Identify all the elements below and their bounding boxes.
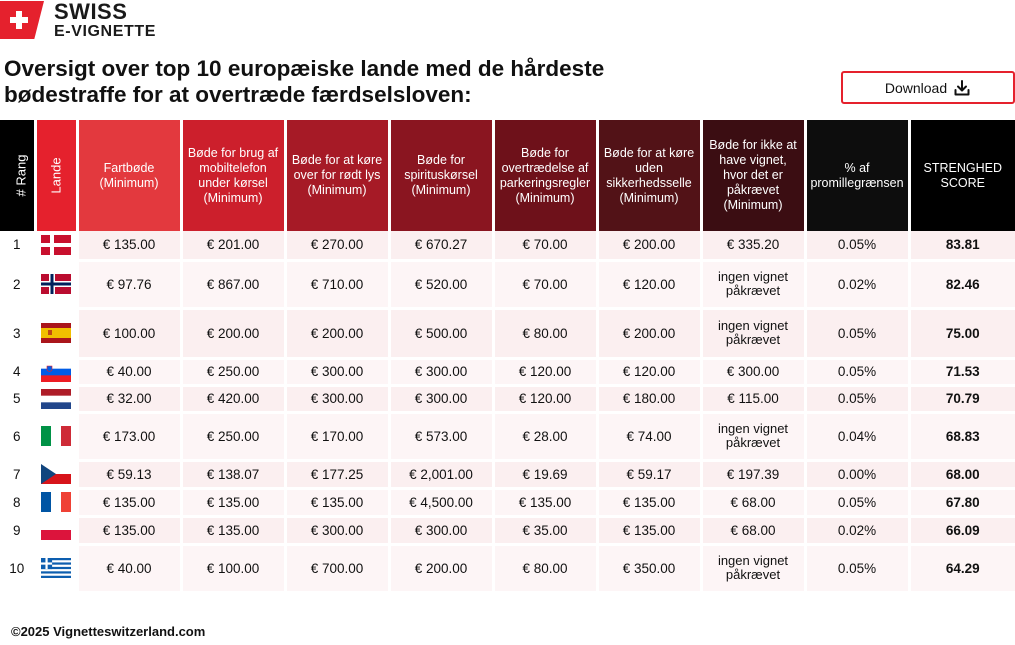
netherlands-flag-icon (41, 390, 71, 405)
value-text: € 300.00 (414, 522, 468, 538)
value-cell (597, 516, 701, 544)
value-text: € 520.00 (414, 276, 468, 292)
value-cell (181, 231, 285, 260)
column-header (493, 120, 597, 231)
footer-copyright: ©2025 Vignetteswitzerland.com (11, 624, 206, 639)
value-text: € 80.00 (522, 325, 568, 341)
swiss-cross-icon (0, 1, 44, 39)
value-text: € 120.00 (518, 391, 572, 406)
table-row (0, 460, 1015, 488)
value-cell (389, 460, 493, 488)
value-text: € 138.07 (206, 466, 260, 482)
value-text: € 300.00 (726, 364, 780, 379)
value-text: 0.04% (837, 428, 877, 444)
value-text: € 115.00 (727, 391, 779, 406)
value-text: € 300.00 (414, 391, 468, 406)
brand-logo[interactable] (0, 0, 156, 40)
value-text: € 59.13 (106, 466, 152, 482)
column-header-label: STRENGHED SCORE (923, 160, 1002, 190)
value-cell (181, 385, 285, 412)
value-text: € 80.00 (522, 560, 568, 576)
value-cell (701, 412, 805, 460)
country-flag-cell (35, 516, 77, 544)
column-header (805, 120, 909, 231)
value-cell (77, 516, 181, 544)
value-text: ingen vignet påkrævet (717, 269, 789, 298)
value-text: € 2,001.00 (409, 466, 473, 482)
table-row (0, 260, 1015, 308)
value-cell (597, 260, 701, 308)
value-cell (493, 231, 597, 260)
value-cell (389, 516, 493, 544)
value-cell (597, 308, 701, 358)
value-cell (285, 231, 389, 260)
value-cell (77, 308, 181, 358)
value-text: € 300.00 (414, 364, 468, 379)
value-cell (805, 412, 909, 460)
value-text: € 135.00 (206, 522, 260, 538)
value-cell (805, 308, 909, 358)
column-header (285, 120, 389, 231)
value-text: € 19.69 (522, 466, 568, 482)
value-text: € 135.00 (102, 522, 156, 538)
value-cell (77, 260, 181, 308)
value-text: € 70.00 (522, 276, 568, 292)
value-text: € 700.00 (310, 560, 364, 576)
value-text: € 710.00 (310, 276, 364, 292)
value-text: € 350.00 (622, 560, 676, 576)
value-text: € 135.00 (102, 237, 156, 253)
value-text: € 170.00 (310, 428, 364, 444)
value-text: € 250.00 (206, 428, 260, 444)
column-header-label: Bøde for ikke at have vignet, hvor det er påkrævet (Minimum) (709, 138, 797, 212)
value-cell (77, 488, 181, 516)
value-cell (493, 516, 597, 544)
country-flag-cell (35, 412, 77, 460)
rank-cell: 3 (0, 308, 35, 358)
value-text: € 250.00 (206, 364, 260, 379)
value-text: € 28.00 (522, 428, 568, 444)
value-cell (389, 308, 493, 358)
value-text: 0.02% (837, 276, 877, 292)
value-text: € 68.00 (730, 494, 776, 510)
value-cell (389, 358, 493, 385)
value-cell (493, 544, 597, 592)
value-cell (77, 358, 181, 385)
column-header (77, 120, 181, 231)
value-cell (805, 385, 909, 412)
value-cell (597, 412, 701, 460)
value-text: ingen vignet påkrævet (717, 318, 789, 347)
value-cell (597, 385, 701, 412)
value-cell (701, 231, 805, 260)
czechia-flag-icon (41, 466, 71, 481)
column-header-label: Bøde for overtrædelse af parkeringsregler (Minimum) (499, 145, 591, 205)
country-flag-cell (35, 358, 77, 385)
value-cell (493, 412, 597, 460)
poland-flag-icon (41, 522, 71, 537)
column-header-label: Bøde for brug af mobiltelefon under kørsel (Minimum) (187, 145, 279, 205)
value-cell (493, 260, 597, 308)
value-cell (597, 231, 701, 260)
value-text: 0.05% (837, 325, 877, 341)
value-cell (701, 308, 805, 358)
value-text: € 420.00 (206, 391, 260, 406)
table-body (0, 231, 1015, 592)
value-cell (805, 488, 909, 516)
value-text: € 200.00 (310, 325, 364, 341)
column-header (701, 120, 805, 231)
italy-flag-icon (41, 428, 71, 443)
value-text: € 59.17 (626, 466, 672, 482)
value-cell (389, 231, 493, 260)
country-flag-cell (35, 385, 77, 412)
value-cell (493, 358, 597, 385)
table-row (0, 488, 1015, 516)
download-label: Download (884, 79, 948, 96)
column-header (597, 120, 701, 231)
country-flag-cell (35, 260, 77, 308)
table-row (0, 385, 1015, 412)
value-text: € 40.00 (106, 364, 152, 379)
column-header-label: Bøde for at køre over for rødt lys (Minimum) (291, 153, 383, 197)
value-cell (805, 544, 909, 592)
value-text: € 100.00 (102, 325, 156, 341)
value-text: 0.05% (837, 237, 877, 253)
value-cell (285, 488, 389, 516)
value-cell (805, 260, 909, 308)
value-text: € 70.00 (522, 237, 568, 253)
value-text: € 500.00 (414, 325, 468, 341)
value-text: € 197.39 (726, 466, 780, 482)
value-text: € 100.00 (206, 560, 260, 576)
value-text: 0.05% (837, 391, 877, 406)
value-text: ingen vignet påkrævet (717, 421, 789, 450)
score-cell: 67.80 (909, 488, 1015, 516)
value-text: € 201.00 (206, 237, 260, 253)
slovenia-flag-icon (41, 363, 71, 378)
value-text: € 200.00 (414, 560, 468, 576)
value-text: € 68.00 (730, 522, 776, 538)
value-text: € 135.00 (622, 522, 676, 538)
table-row (0, 544, 1015, 592)
brand-line-2: E-VIGNETTE (54, 22, 157, 40)
value-cell (285, 385, 389, 412)
column-header (0, 120, 35, 231)
table-row (0, 516, 1015, 544)
value-cell (77, 412, 181, 460)
value-cell (181, 412, 285, 460)
value-text: € 4,500.00 (409, 494, 473, 510)
value-cell (285, 516, 389, 544)
download-icon (953, 79, 971, 97)
value-text: € 300.00 (310, 364, 364, 379)
table-row (0, 231, 1015, 260)
value-text: € 180.00 (622, 391, 676, 406)
value-text: € 270.00 (310, 237, 364, 253)
value-cell (285, 412, 389, 460)
value-cell (181, 308, 285, 358)
value-text: € 300.00 (310, 391, 364, 406)
value-cell (493, 385, 597, 412)
value-text: € 40.00 (106, 560, 152, 576)
value-cell (597, 544, 701, 592)
value-text: 0.05% (837, 364, 877, 379)
denmark-flag-icon (41, 236, 71, 251)
value-cell (389, 260, 493, 308)
score-cell: 75.00 (909, 308, 1015, 358)
value-cell (701, 385, 805, 412)
country-flag-cell (35, 544, 77, 592)
value-cell (181, 516, 285, 544)
value-text: € 135.00 (622, 494, 676, 510)
rank-cell: 6 (0, 412, 35, 460)
value-cell (701, 488, 805, 516)
column-header-label: % af promillegrænsen (810, 160, 904, 190)
value-text: € 670.27 (414, 237, 468, 253)
column-header-label: # Rang (13, 154, 29, 196)
value-cell (285, 358, 389, 385)
value-text: € 135.00 (102, 494, 156, 510)
value-cell (701, 544, 805, 592)
table-header-row (0, 120, 1015, 231)
value-text: € 200.00 (206, 325, 260, 341)
value-cell (77, 460, 181, 488)
rank-cell: 2 (0, 260, 35, 308)
download-button[interactable] (841, 71, 1015, 104)
value-text: € 97.76 (106, 276, 152, 292)
score-cell: 64.29 (909, 544, 1015, 592)
france-flag-icon (41, 494, 71, 509)
value-text: € 135.00 (518, 494, 572, 510)
brand-line-1: SWISS (54, 0, 128, 24)
value-text: € 177.25 (310, 466, 364, 482)
value-cell (701, 516, 805, 544)
column-header-label: Bøde for at køre uden sikkerhedsselle (Minimum) (603, 145, 695, 205)
column-header-label: Fartbøde (Minimum) (99, 160, 159, 190)
value-text: 0.00% (837, 466, 877, 482)
value-text: € 120.00 (622, 364, 676, 379)
value-text: 0.05% (837, 494, 877, 510)
rank-cell: 10 (0, 544, 35, 592)
value-cell (493, 488, 597, 516)
value-cell (805, 358, 909, 385)
value-text: € 135.00 (310, 494, 364, 510)
table-row (0, 308, 1015, 358)
value-text: 0.02% (837, 522, 877, 538)
page-title: Oversigt over top 10 europæiske lande med de hårdeste bødestraffe for at overtræde færdselsloven: (4, 56, 605, 107)
value-cell (389, 544, 493, 592)
country-flag-cell (35, 231, 77, 260)
value-cell (597, 488, 701, 516)
value-cell (285, 460, 389, 488)
value-cell (181, 358, 285, 385)
value-text: € 32.00 (106, 391, 152, 406)
value-cell (389, 412, 493, 460)
value-cell (285, 308, 389, 358)
norway-flag-icon (41, 276, 71, 291)
column-header-label: Bøde for spirituskørsel (Minimum) (404, 153, 478, 197)
value-cell (805, 516, 909, 544)
score-cell: 71.53 (909, 358, 1015, 385)
value-cell (493, 460, 597, 488)
spain-flag-icon (41, 325, 71, 340)
column-header-label: Lande (48, 156, 64, 194)
country-flag-cell (35, 488, 77, 516)
column-header (35, 120, 77, 231)
value-text: ingen vignet påkrævet (717, 553, 789, 582)
value-text: € 200.00 (622, 325, 676, 341)
value-text: 0.05% (837, 560, 877, 576)
score-cell: 82.46 (909, 260, 1015, 308)
score-cell: 66.09 (909, 516, 1015, 544)
column-header (389, 120, 493, 231)
value-cell (701, 358, 805, 385)
score-cell: 83.81 (909, 231, 1015, 260)
value-text: € 573.00 (414, 428, 468, 444)
value-cell (181, 460, 285, 488)
value-text: € 173.00 (102, 428, 156, 444)
value-cell (701, 260, 805, 308)
score-cell: 70.79 (909, 385, 1015, 412)
value-text: € 200.00 (622, 237, 676, 253)
rank-cell: 1 (0, 231, 35, 260)
country-flag-cell (35, 308, 77, 358)
value-cell (181, 544, 285, 592)
value-cell (285, 544, 389, 592)
rank-cell: 8 (0, 488, 35, 516)
rank-cell: 5 (0, 385, 35, 412)
value-text: € 867.00 (206, 276, 260, 292)
score-cell: 68.83 (909, 412, 1015, 460)
value-cell (597, 358, 701, 385)
value-text: € 35.00 (522, 522, 568, 538)
value-cell (181, 260, 285, 308)
value-cell (77, 385, 181, 412)
value-cell (389, 385, 493, 412)
value-text: € 300.00 (310, 522, 364, 538)
value-cell (285, 260, 389, 308)
table-row (0, 358, 1015, 385)
greece-flag-icon (41, 560, 71, 575)
value-cell (597, 460, 701, 488)
country-flag-cell (35, 460, 77, 488)
rank-cell: 7 (0, 460, 35, 488)
value-text: € 135.00 (206, 494, 260, 510)
value-cell (77, 544, 181, 592)
score-cell: 68.00 (909, 460, 1015, 488)
value-cell (701, 460, 805, 488)
value-text: € 74.00 (626, 428, 672, 444)
column-header (909, 120, 1015, 231)
table-row (0, 412, 1015, 460)
rank-cell: 4 (0, 358, 35, 385)
rank-cell: 9 (0, 516, 35, 544)
value-cell (493, 308, 597, 358)
value-text: € 120.00 (518, 364, 572, 379)
value-cell (181, 488, 285, 516)
value-cell (389, 488, 493, 516)
value-cell (77, 231, 181, 260)
fines-table (0, 120, 1015, 594)
value-text: € 335.20 (726, 237, 780, 253)
column-header (181, 120, 285, 231)
value-cell (805, 231, 909, 260)
value-cell (805, 460, 909, 488)
value-text: € 120.00 (622, 276, 676, 292)
